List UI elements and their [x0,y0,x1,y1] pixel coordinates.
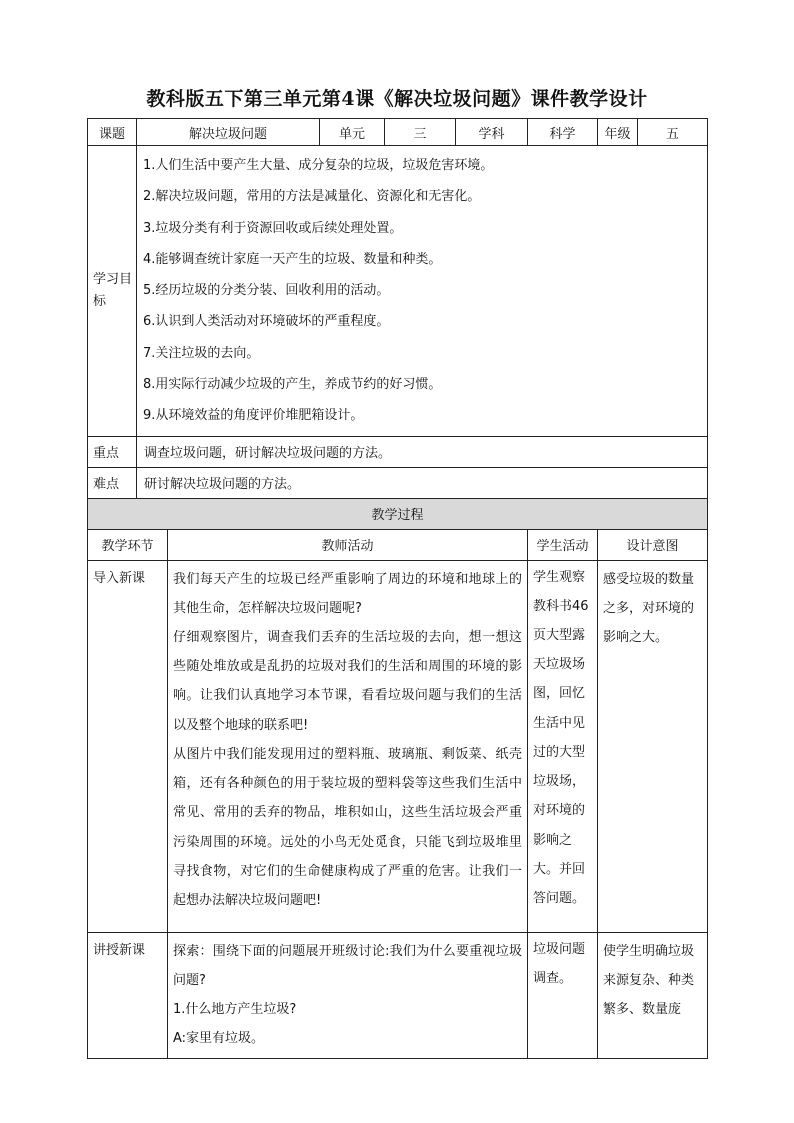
col-teacher-header: 教师活动 [168,529,528,560]
key-point-value: 调查垃圾问题，研讨解决垃圾问题的方法。 [137,436,708,467]
page-title: 教科版五下第三单元第4课《解决垃圾问题》课件教学设计 [146,88,648,110]
subject-label: 学科 [456,119,528,146]
teacher-activity: 探索：围绕下面的问题展开班级讨论:我们为什么要重视垃圾问题? 1.什么地方产生垃圾? A:家里有垃圾。 [168,932,528,1058]
subject-value: 科学 [528,119,598,146]
unit-label: 单元 [320,119,385,146]
lesson-plan-table [87,118,708,1059]
goals-list [137,146,708,437]
stage-cell: 导入新课 [88,560,168,932]
goals-label: 学习目标 [88,146,137,437]
goal-item: 2.解决垃圾问题，常用的方法是减量化、资源化和无害化。 [143,189,481,205]
goal-item: 4.能够调查统计家庭一天产生的垃圾、数量和种类。 [143,251,442,267]
teacher-activity: 我们每天产生的垃圾已经严重影响了周边的环境和地球上的其他生命，怎样解决垃圾问题呢? 仔细观察图片，调查我们丢弃的生活垃圾的去向，想一想这些随处堆放或是乱扔的垃圾对我们的生活和周围的环境的影响。让我们认真地学习本节课，看看垃圾问题与我们的生活以及整个地球的联系吧! 从图片中我们能发现用过的塑料瓶、玻璃瓶、剩饭菜、纸壳箱，还有各种颜色的用于装垃圾的塑料袋等这些我们生活中常见、常用的丢弃的物品，堆积如山，这些生活垃圾会严重污染周围的环境。远处的小鸟无处觅食，只能飞到垃圾堆里寻找食物，对它们的生命健康构成了严重的危害。让我们一起想办法解决垃圾问题吧! [168,560,528,932]
unit-value: 三 [385,119,456,146]
lesson-value: 解决垃圾问题 [137,119,320,146]
stage-cell: 讲授新课 [88,932,168,1058]
difficulty-label: 难点 [88,467,137,498]
goal-item: 6.认识到人类活动对环境破坏的严重程度。 [143,314,390,330]
student-activity: 垃圾问题调查。 [528,932,598,1058]
design-intent: 感受垃圾的数量之多，对环境的影响之大。 [598,560,708,932]
grade-value: 五 [638,119,708,146]
goal-item: 9.从环境效益的角度评价堆肥箱设计。 [143,408,364,424]
col-intent-header: 设计意图 [598,529,708,560]
process-heading: 教学过程 [88,498,708,529]
design-intent: 使学生明确垃圾来源复杂、种类繁多、数量庞 [598,932,708,1058]
goal-item: 1.人们生活中要产生大量、成分复杂的垃圾，垃圾危害环境。 [143,158,494,173]
lesson-label: 课题 [88,119,137,146]
col-stage-header: 教学环节 [88,529,168,560]
key-point-label: 重点 [88,436,137,467]
goal-item: 8.用实际行动减少垃圾的产生，养成节约的好习惯。 [143,377,442,393]
goal-item: 5.经历垃圾的分类分装、回收利用的活动。 [143,283,390,299]
student-activity: 学生观察教科书46页大型露天垃圾场图，回忆生活中见过的大型垃圾场，对环境的影响之大。并回答问题。 [528,560,598,932]
grade-label: 年级 [598,119,638,146]
goal-item: 7.关注垃圾的去向。 [143,345,260,361]
difficulty-value: 研讨解决垃圾问题的方法。 [137,467,708,498]
col-student-header: 学生活动 [528,529,598,560]
goal-item: 3.垃圾分类有利于资源回收或后续处理处置。 [143,220,403,236]
